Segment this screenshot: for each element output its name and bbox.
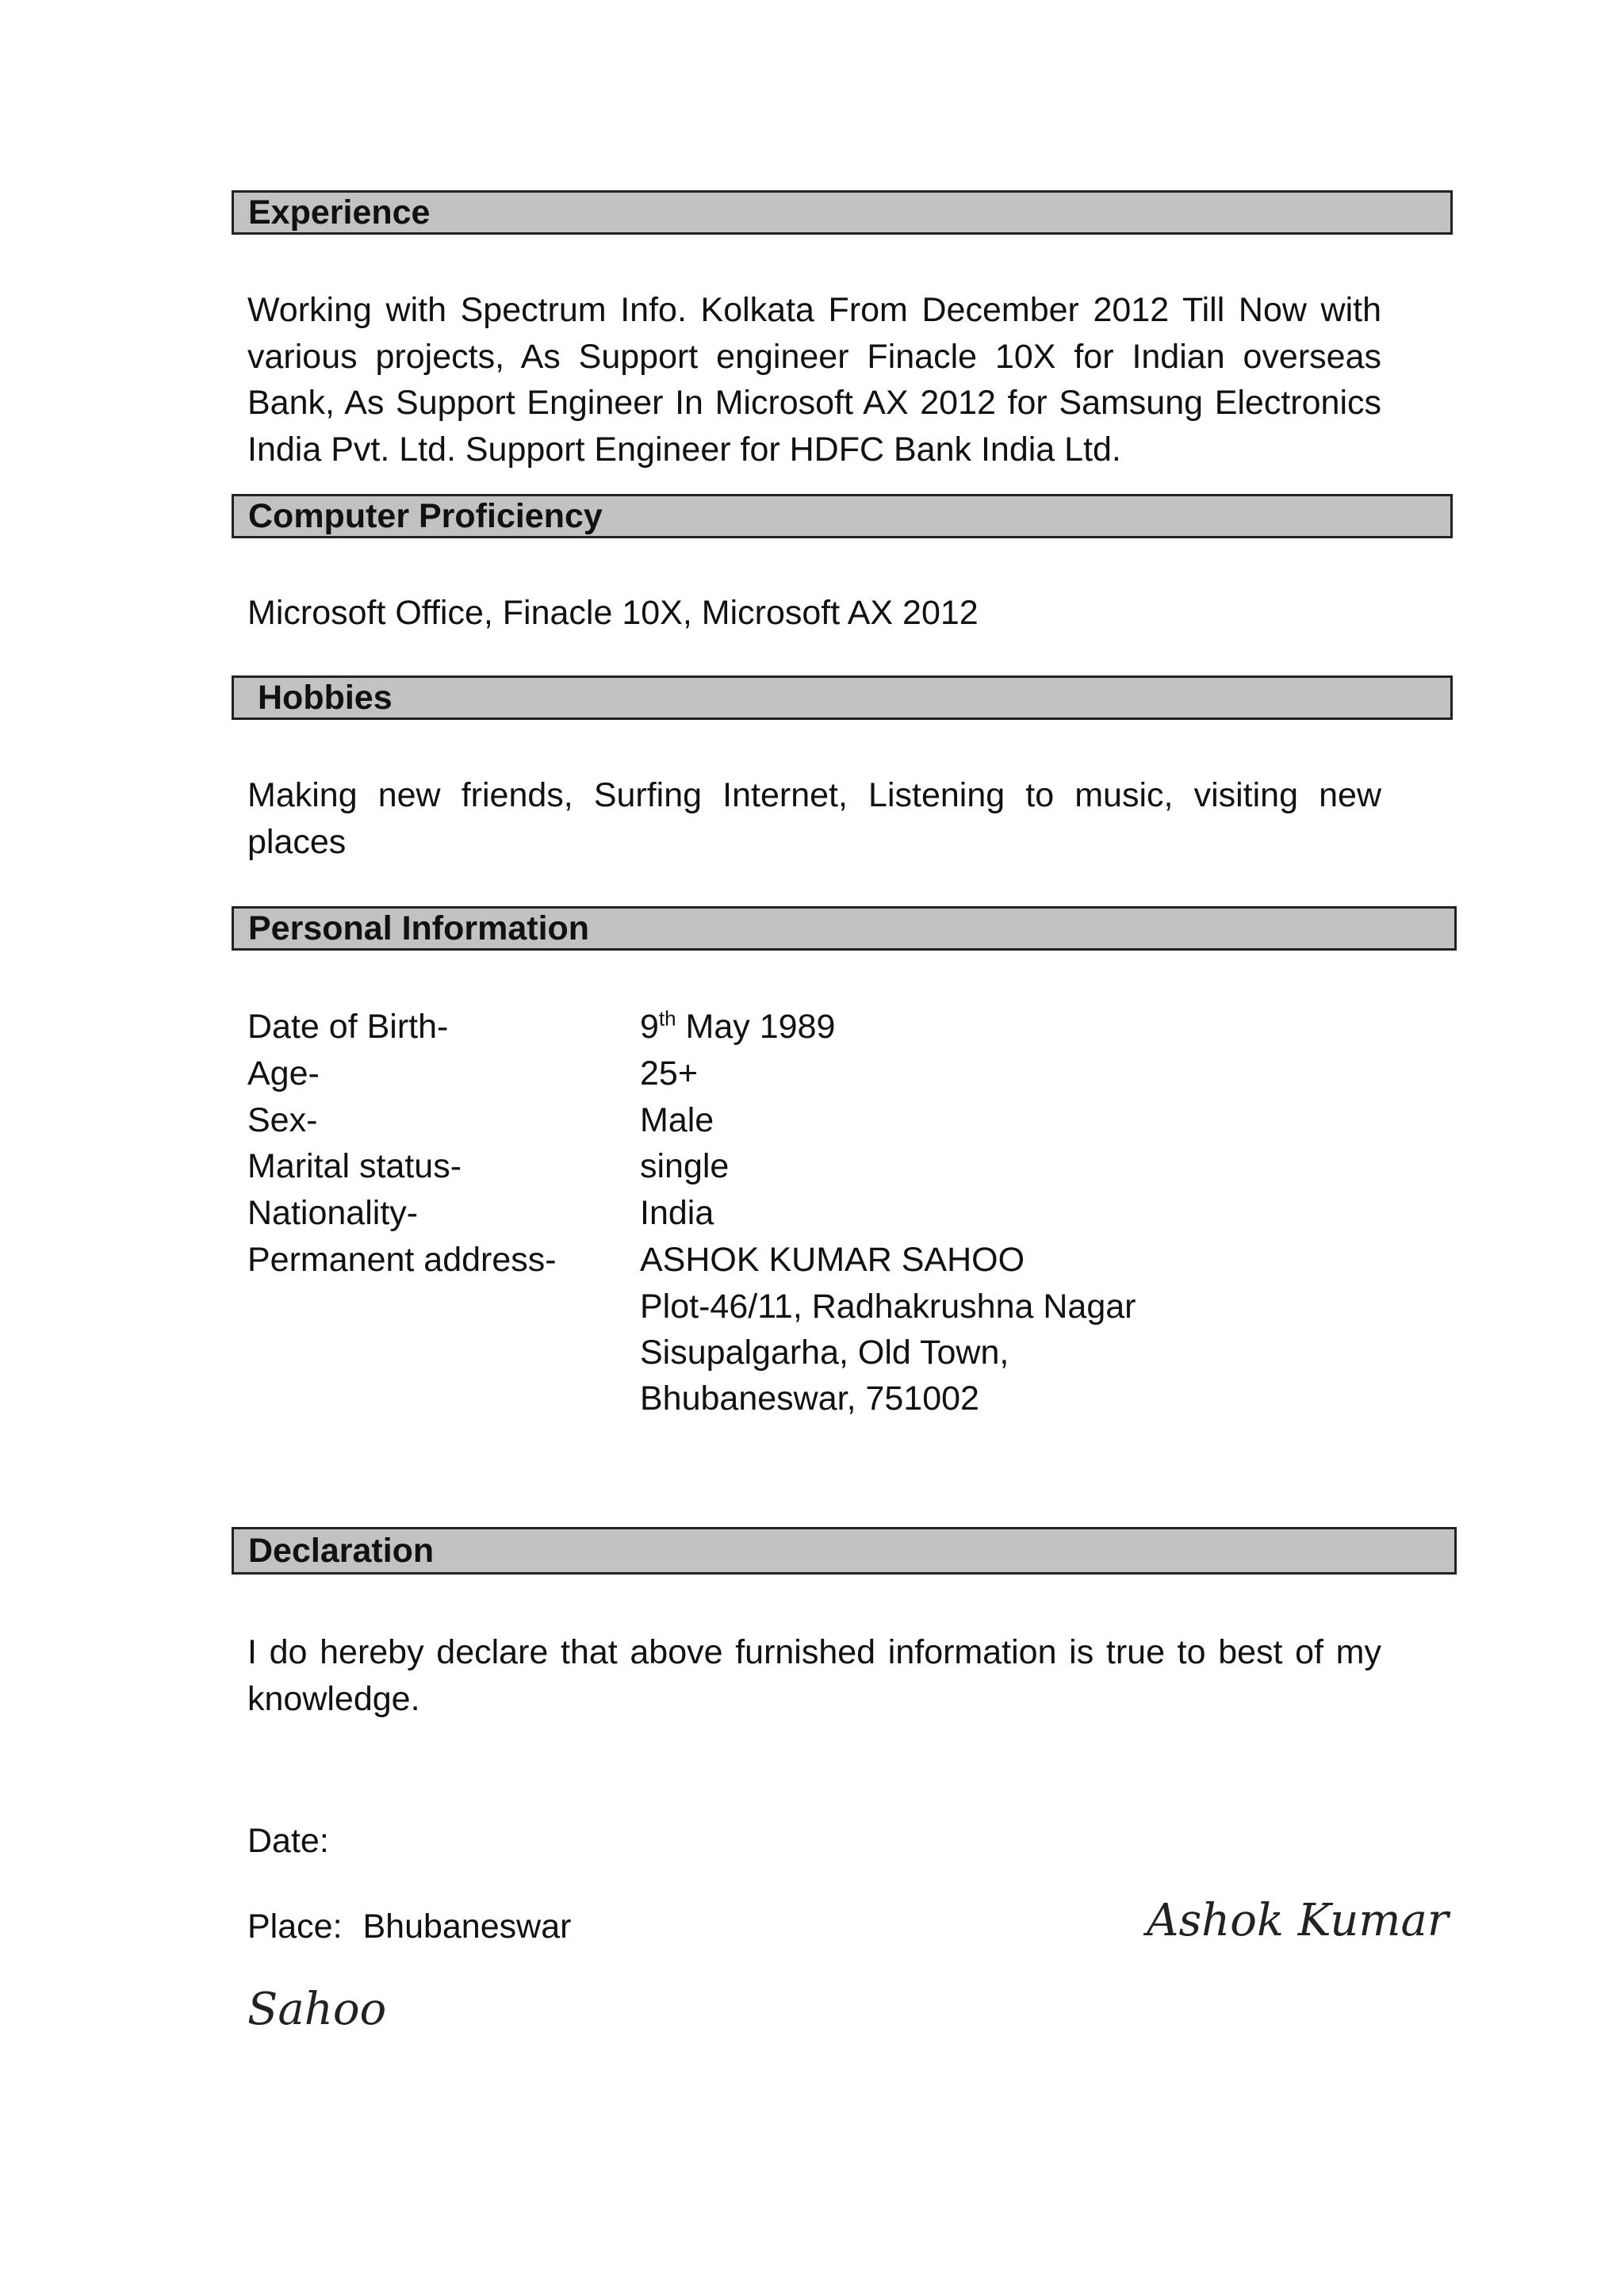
- address-line: Bhubaneswar, 751002: [640, 1380, 979, 1418]
- computer-proficiency-text: Microsoft Office, Finacle 10X, Microsoft AX 2012: [247, 594, 979, 632]
- age-value: 25+: [640, 1054, 698, 1093]
- age-label: Age-: [247, 1054, 320, 1093]
- sex-value: Male: [640, 1101, 714, 1139]
- experience-heading: [232, 190, 1453, 235]
- nationality-value: India: [640, 1194, 714, 1232]
- experience-text: Working with Spectrum Info. Kolkata From December 2012 Till Now with various projects, As Support engineer Finacle 10X for Indian overseas Bank, As Support Engineer In Microsoft AX 2012 for Samsung Electronics India Pvt. Ltd. Support Engineer for HDFC Bank India Ltd.: [247, 291, 1381, 469]
- marital-status-label: Marital status-: [247, 1147, 462, 1185]
- address-line: ASHOK KUMAR SAHOO: [640, 1241, 1025, 1279]
- signature-line2: Sahoo: [247, 1984, 387, 2035]
- dob-label: Date of Birth-: [247, 1008, 449, 1046]
- dob-value: [640, 1004, 835, 1050]
- hobbies-heading-text: Hobbies: [258, 679, 393, 717]
- permanent-address-label: Permanent address-: [247, 1241, 557, 1279]
- declaration-heading-text: Declaration: [248, 1532, 435, 1570]
- sex-label: Sex-: [247, 1101, 318, 1139]
- computer-proficiency-heading-text: Computer Proficiency: [248, 497, 603, 535]
- personal-information-heading: [232, 906, 1457, 951]
- computer-proficiency-heading: [232, 494, 1453, 538]
- date-label: Date:: [247, 1822, 329, 1860]
- address-line: Plot-46/11, Radhakrushna Nagar: [640, 1288, 1136, 1326]
- place-value: Bhubaneswar: [362, 1908, 572, 1946]
- dob-suffix: th: [658, 1006, 676, 1031]
- dob-day: 9: [640, 1008, 659, 1046]
- marital-status-value: single: [640, 1147, 730, 1185]
- personal-information-heading-text: Personal Information: [248, 909, 590, 947]
- declaration-heading: [232, 1527, 1457, 1575]
- hobbies-text: Making new friends, Surfing Internet, Listening to music, visiting new places: [247, 776, 1381, 861]
- place-line: [247, 1904, 571, 1950]
- nationality-label: Nationality-: [247, 1194, 419, 1232]
- dob-rest: May 1989: [676, 1008, 836, 1046]
- address-line: Sisupalgarha, Old Town,: [640, 1334, 1009, 1372]
- declaration-text: I do hereby declare that above furnished information is true to best of my knowledge.: [247, 1633, 1381, 1718]
- experience-heading-text: Experience: [248, 193, 431, 232]
- signature-line1: Ashok Kumar: [1147, 1895, 1449, 1946]
- place-label: Place:: [247, 1908, 343, 1946]
- hobbies-heading: [232, 675, 1453, 720]
